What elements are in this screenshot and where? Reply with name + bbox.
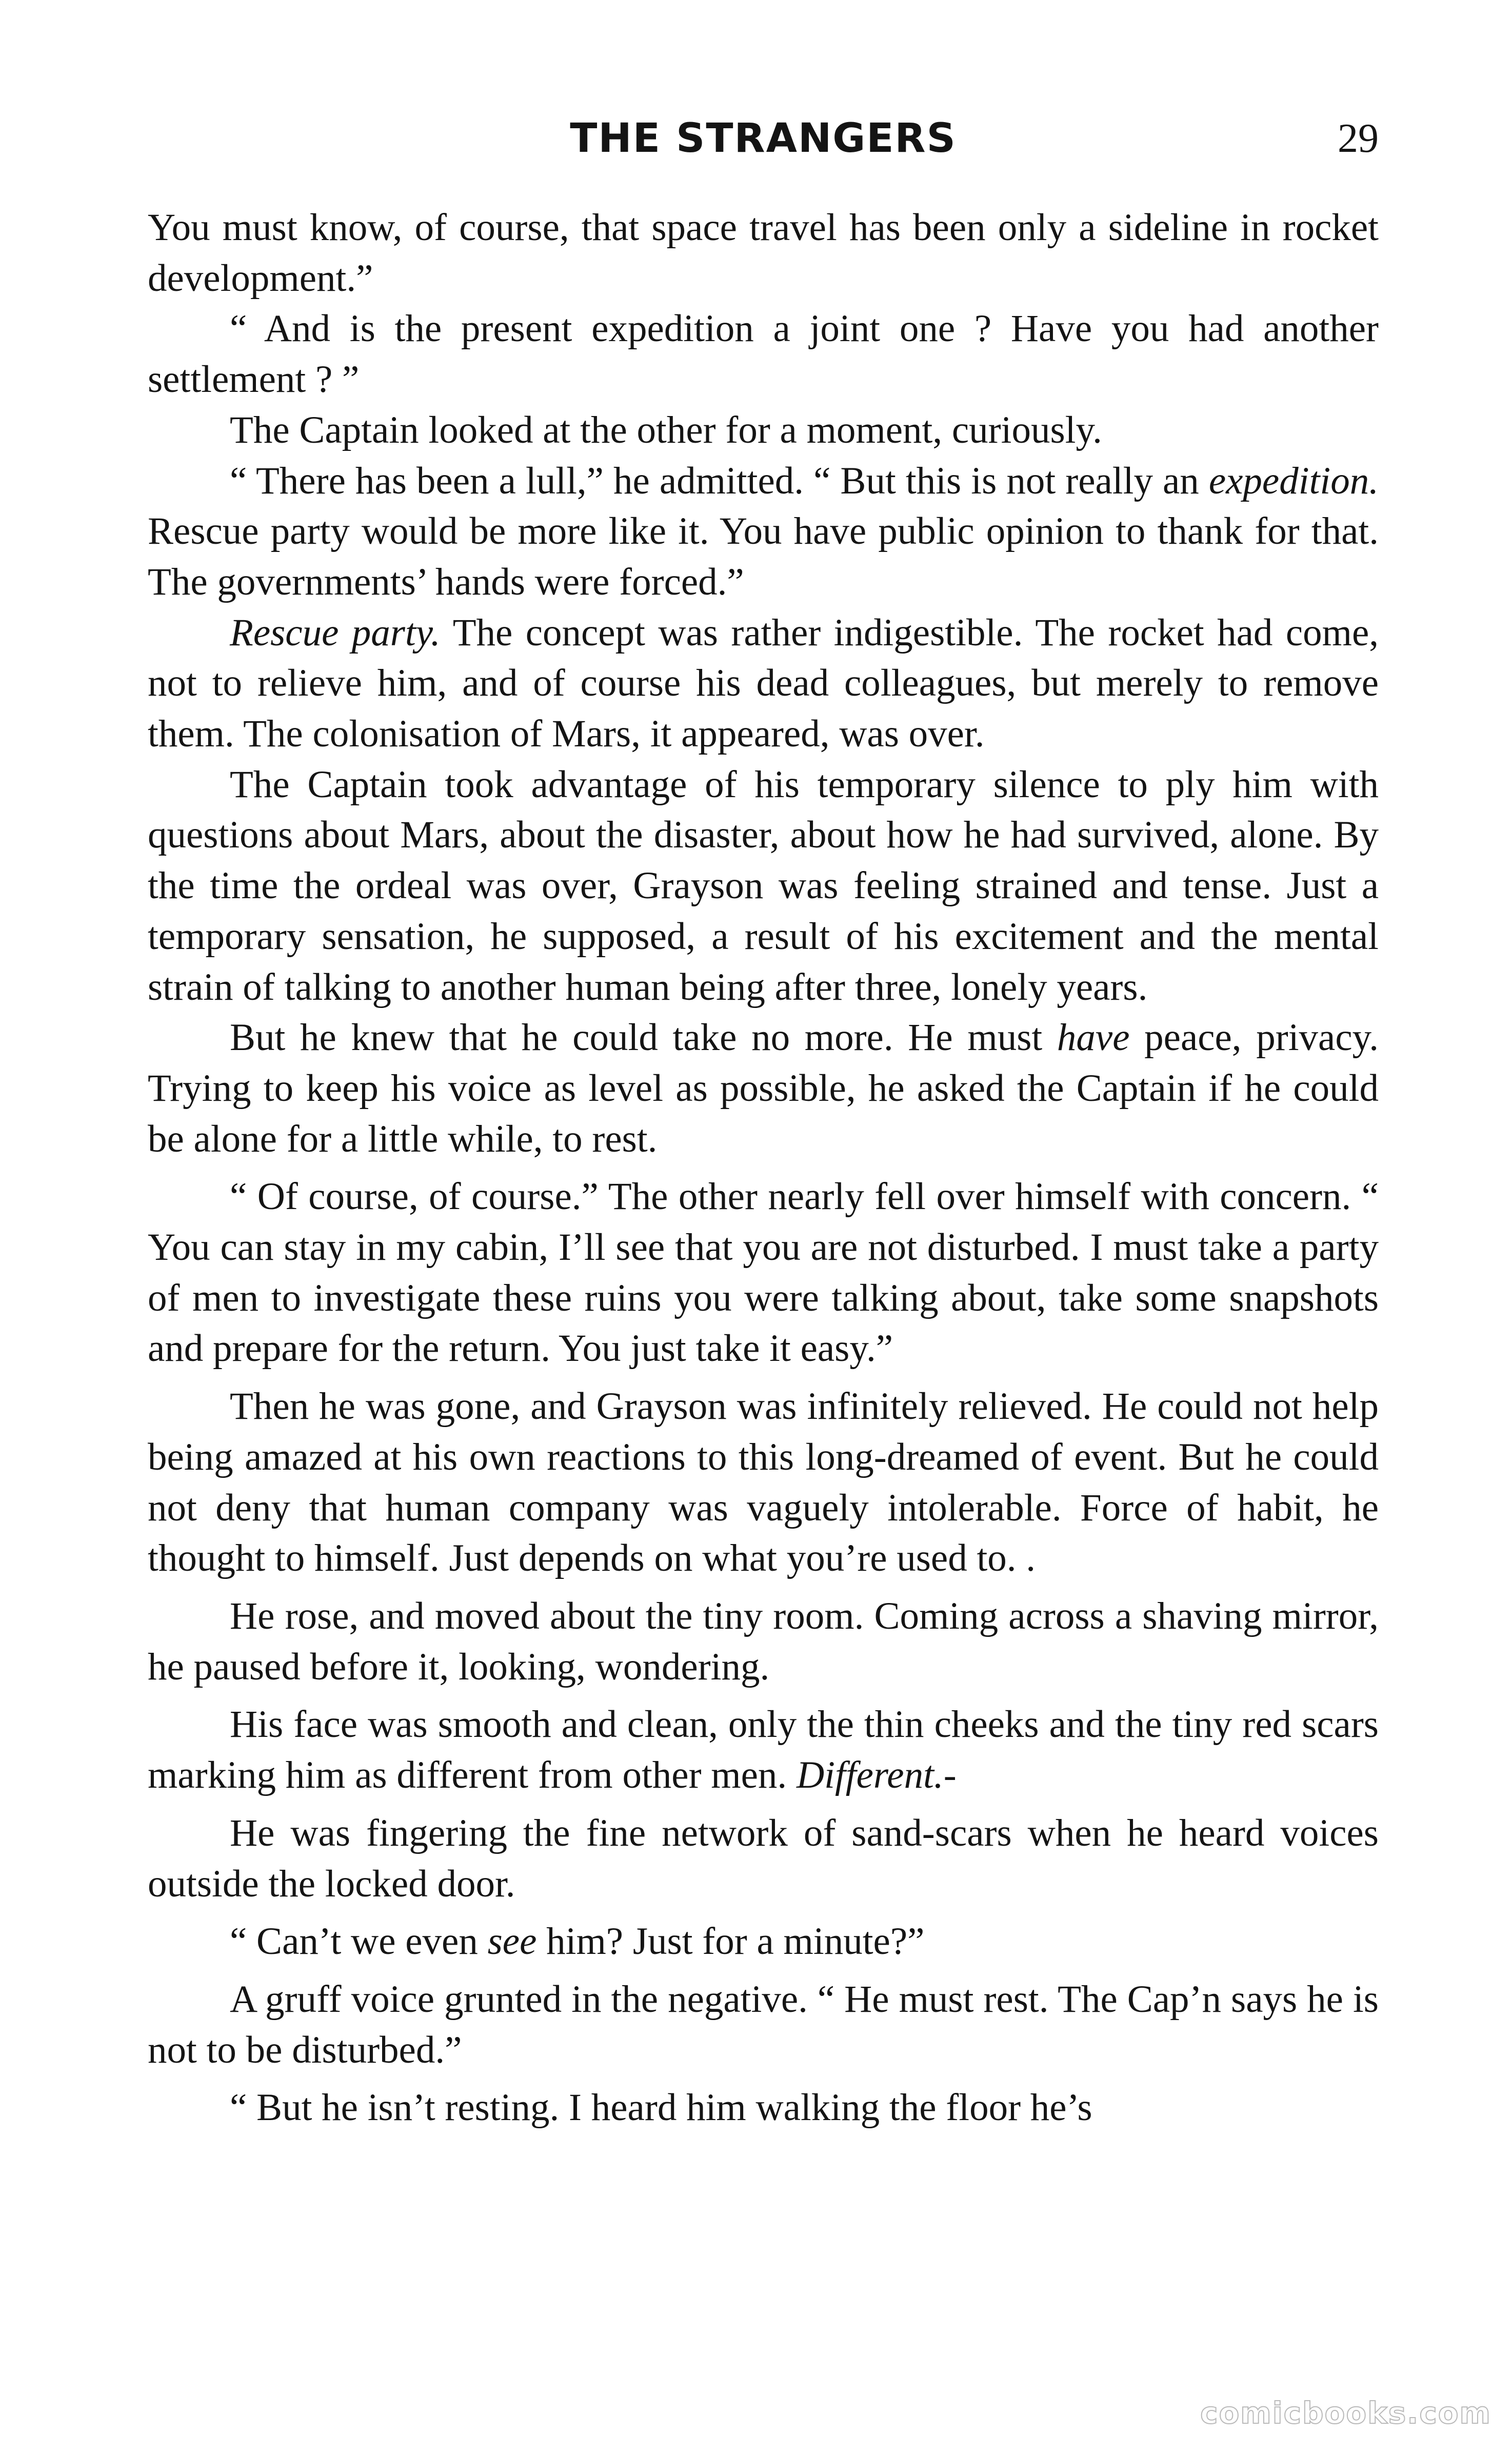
- paragraph-text: A gruff voice grunted in the negative. “ He must rest. The Cap’n says he is not to be disturbed.”: [148, 1977, 1379, 2071]
- paragraph-text: Then he was gone, and Grayson was infinitely relieved. He could not help being amazed at his own reactions to this long-dreamed of event. But he could not deny that human company was vaguely intolerable. Force of habit, he thought to himself. Just depends on what you’re used to. .: [148, 1385, 1379, 1580]
- body-text: [148, 203, 1379, 2133]
- italic-emphasis: have: [1057, 1016, 1130, 1059]
- page-number: 29: [1338, 116, 1379, 161]
- paragraph: [148, 1974, 1379, 2075]
- paragraph-text: him? Just for a minute?”: [536, 1920, 925, 1963]
- paragraph-text: The Captain took advantage of his temporary silence to ply him with questions about Mars, about the disaster, about how he had survived, alone. By the time the ordeal was over, Grayson was feeling strained and tense. Just a temporary sensation, he supposed, a result of his excitement and the mental strain of talking to another human being after three, lonely years.: [148, 763, 1379, 1008]
- paragraph: [148, 760, 1379, 1013]
- italic-emphasis: expedition.: [1208, 459, 1379, 502]
- paragraph: [148, 1808, 1379, 1909]
- paragraph: [148, 304, 1379, 405]
- paragraph: [148, 1699, 1379, 1801]
- paragraph-text: “ But he isn’t resting. I heard him walking the floor he’s: [230, 2086, 1092, 2129]
- running-head: [148, 110, 1379, 167]
- running-title: THE STRANGERS: [570, 115, 957, 162]
- paragraph: [148, 405, 1379, 456]
- paragraph-text: “ And is the present expedition a joint one ? Have you had another settlement ? ”: [148, 307, 1379, 401]
- paragraph-text: You must know, of course, that space travel has been only a sideline in rocket development.”: [148, 206, 1379, 300]
- paragraph-text: -: [943, 1754, 957, 1797]
- paragraph-text: “ Of course, of course.” The other nearly fell over himself with concern. “ You can stay in my cabin, I’ll see that you are not disturbed. I must take a party of men to investigate these ruins you were talking about, take some snapshots and prepare for the return. You just take it easy.”: [148, 1175, 1379, 1370]
- paragraph-text: “ There has been a lull,” he admitted. “ But this is not really an: [230, 459, 1209, 502]
- paragraph: [148, 1172, 1379, 1374]
- paragraph: [148, 1013, 1379, 1164]
- paragraph: [148, 2083, 1379, 2133]
- paragraph: [148, 456, 1379, 608]
- paragraph-text: He rose, and moved about the tiny room. Coming across a shaving mirror, he paused before it, looking, wondering.: [148, 1594, 1379, 1688]
- italic-emphasis: Rescue party.: [230, 611, 441, 654]
- paragraph-text: Rescue party would be more like it. You have public opinion to thank for that. The governments’ hands were forced.”: [148, 510, 1379, 603]
- paragraph: [148, 1381, 1379, 1584]
- paragraph: [148, 203, 1379, 304]
- paragraph-text: But he knew that he could take no more. He must: [230, 1016, 1057, 1059]
- paragraph-text: The concept was rather indigestible. The rocket had come, not to relieve him, and of course his dead colleagues, but merely to remove them. The colonisation of Mars, it appeared, was over.: [148, 611, 1379, 756]
- paragraph-text: The Captain looked at the other for a moment, curiously.: [230, 408, 1102, 451]
- paragraph-text: His face was smooth and clean, only the thin cheeks and the tiny red scars marking him as different from other men.: [148, 1703, 1379, 1797]
- paragraph: [148, 1591, 1379, 1692]
- italic-emphasis: see: [487, 1920, 537, 1963]
- italic-emphasis: Different.: [796, 1754, 944, 1797]
- paragraph: [148, 1916, 1379, 1967]
- paragraph: [148, 608, 1379, 760]
- paragraph-text: “ Can’t we even: [230, 1920, 488, 1963]
- paragraph-text: He was fingering the fine network of sand-scars when he heard voices outside the locked door.: [148, 1811, 1379, 1905]
- site-watermark: comicbooks.com: [1200, 2396, 1491, 2430]
- paragraph-text: peace, privacy. Trying to keep his voice as level as possible, he asked the Captain if he could be alone for a little while, to rest.: [148, 1016, 1379, 1160]
